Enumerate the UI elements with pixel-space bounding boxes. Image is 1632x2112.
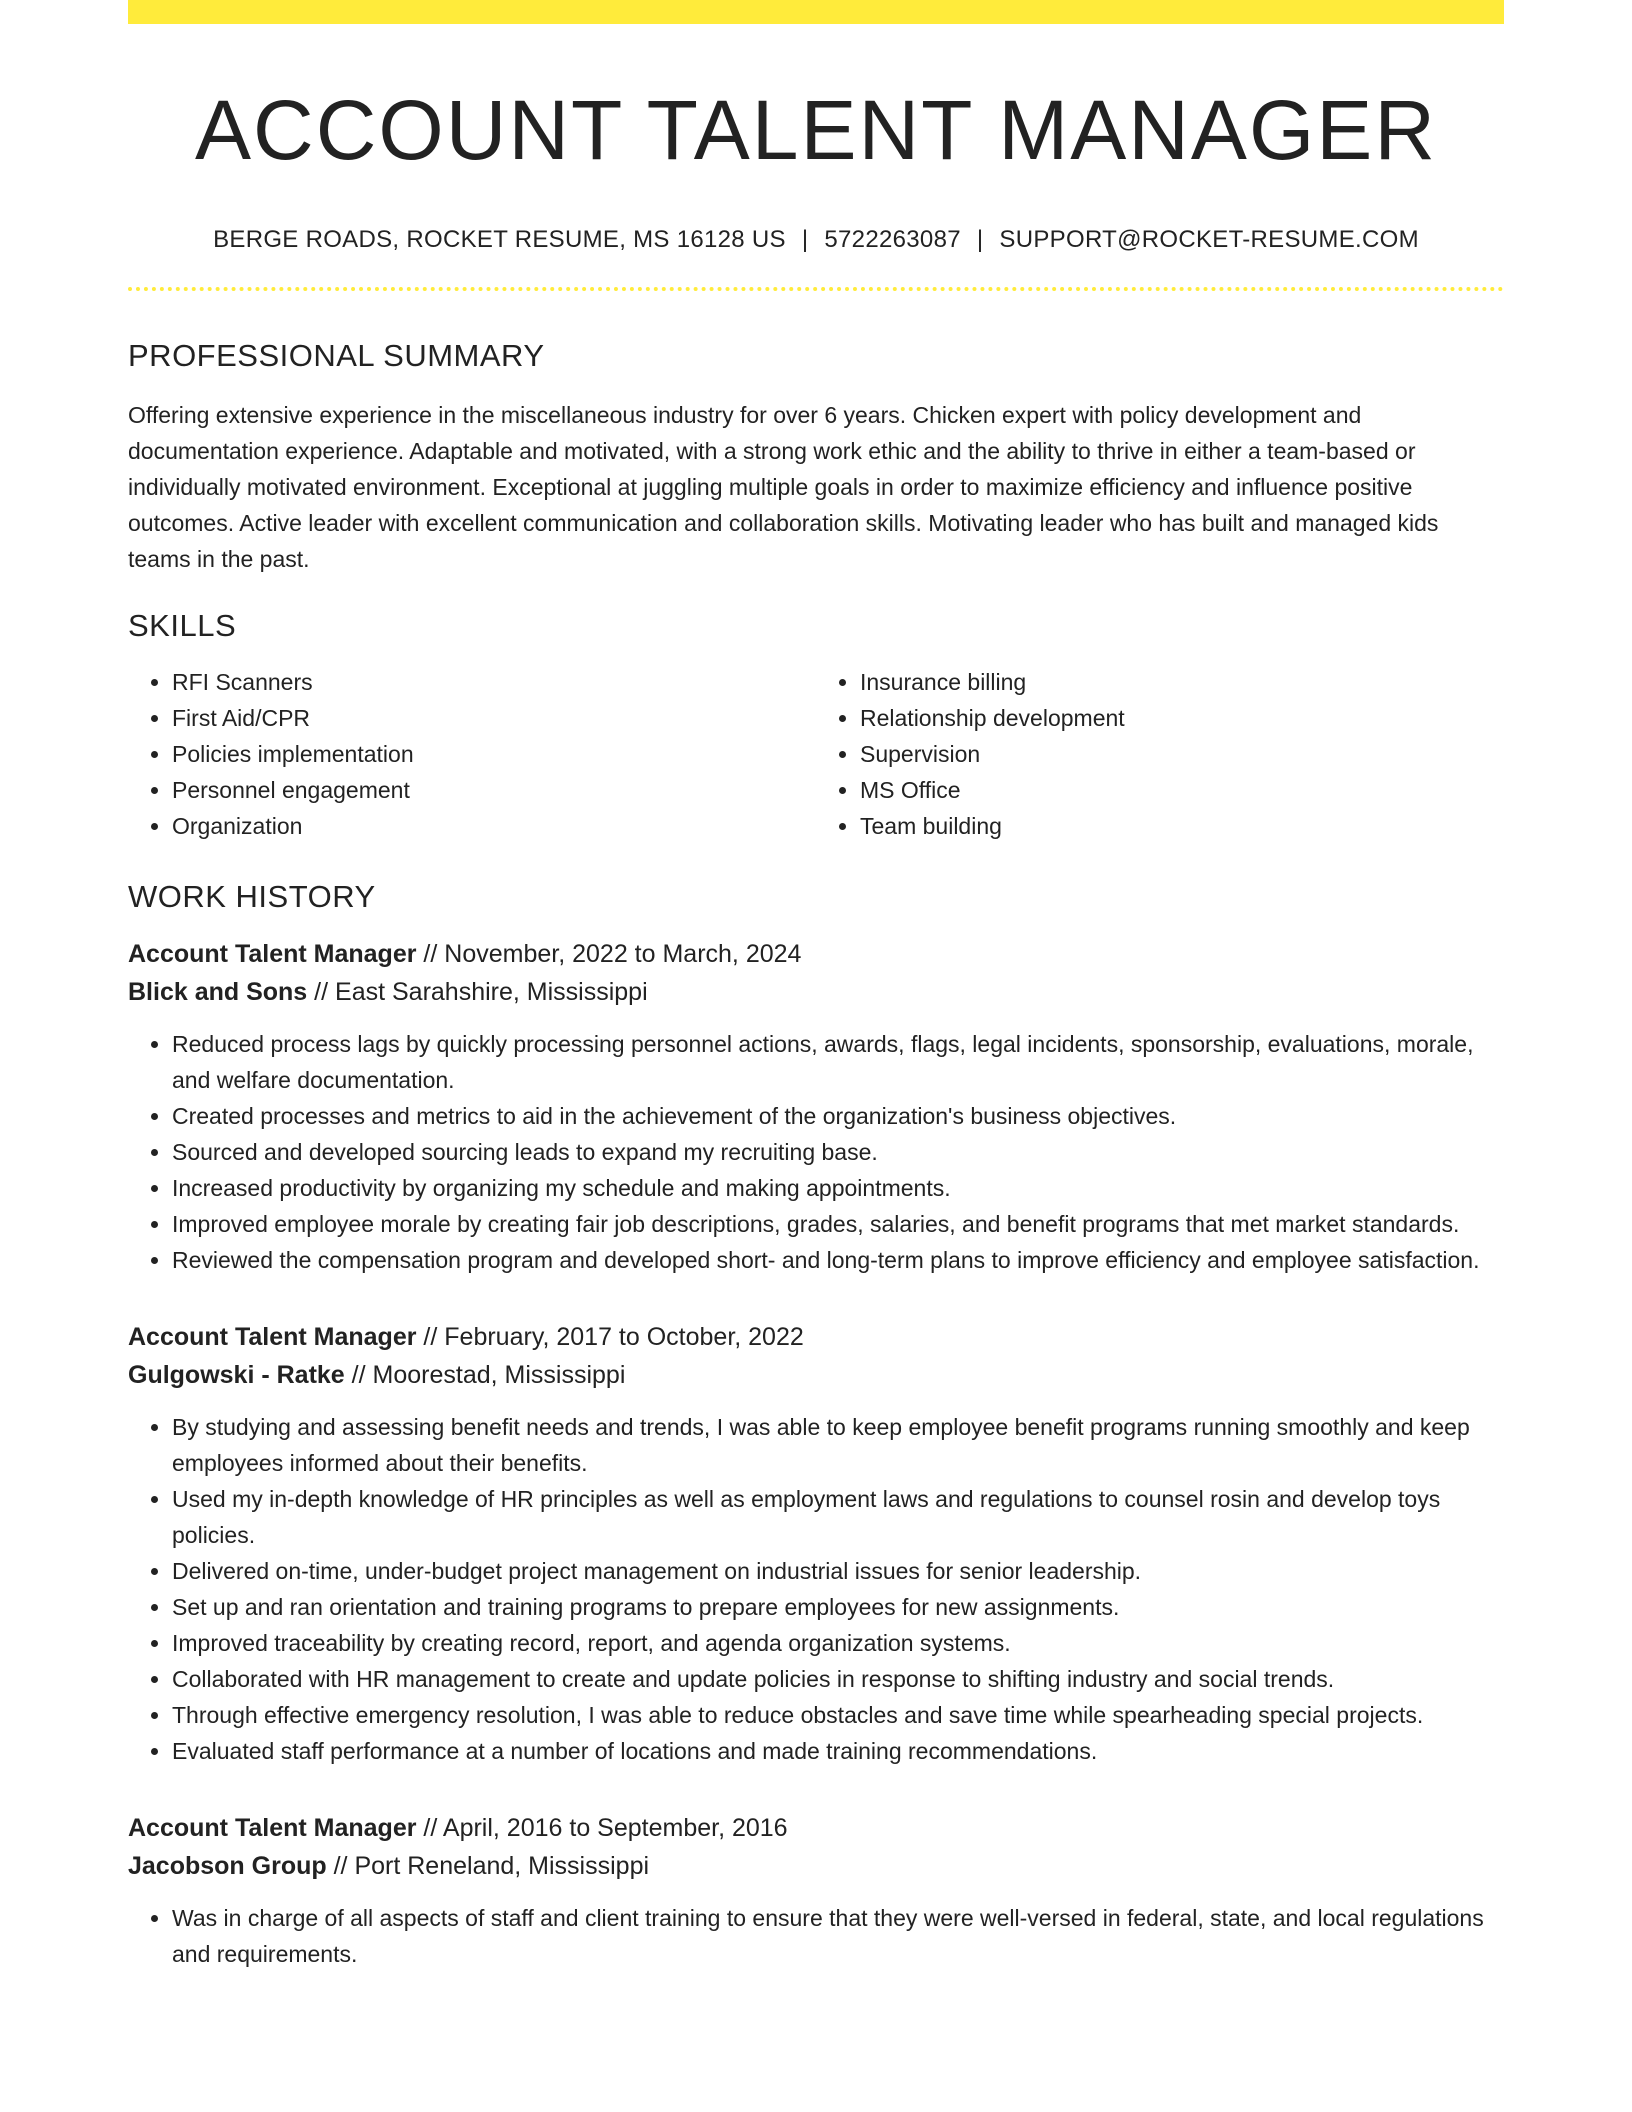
contact-phone: 5722263087 — [824, 226, 961, 254]
skill-item: • Insurance billing — [860, 664, 1504, 700]
job-location: Moorestad, Mississippi — [372, 1360, 626, 1389]
work-history-heading: WORK HISTORY — [128, 878, 376, 914]
skills-heading: SKILLS — [128, 607, 237, 643]
contact-address: BERGE ROADS, ROCKET RESUME, MS 16128 US — [213, 226, 786, 254]
job-delimiter: // — [333, 1851, 348, 1880]
job-delimiter: // — [423, 1322, 438, 1351]
job-delimiter: // — [314, 977, 329, 1006]
job-title: Account Talent Manager — [128, 939, 417, 968]
contact-separator: | — [976, 226, 984, 254]
summary-text: Offering extensive experience in the miscellaneous industry for over 6 years. Chicken expert with policy development and documentation experience. Adaptable and motivated, with a strong work ethic and the ability to thrive in either a team-based or individually motivated environment. Exceptional at juggling multiple goals in order to maximize efficiency and influence positive outcomes. Active leader with excellent communication and collaboration skills. Motivating leader who has built and managed kids teams in the past. — [128, 401, 1439, 572]
job-company: Jacobson Group — [128, 1851, 327, 1880]
skill-item: • Supervision — [860, 736, 1504, 772]
skill-item: • Organization — [172, 808, 816, 844]
job-entry — [128, 1318, 1504, 1769]
job-title: Account Talent Manager — [128, 1322, 417, 1351]
job-dates: April, 2016 to September, 2016 — [442, 1813, 788, 1842]
job-title-line — [128, 935, 1504, 973]
job-bullet: • Through effective emergency resolution, I was able to reduce obstacles and save time while spearheading special projects. — [172, 1697, 1504, 1733]
job-entry — [128, 1809, 1504, 1972]
job-bullet: • Evaluated staff performance at a number of locations and made training recommendations. — [172, 1733, 1504, 1769]
job-bullet: • Reviewed the compensation program and developed short- and long-term plans to improve efficiency and employee satisfaction. — [172, 1242, 1504, 1278]
job-bullet: • Set up and ran orientation and training programs to prepare employees for new assignments. — [172, 1589, 1504, 1625]
job-bullet: • Was in charge of all aspects of staff and client training to ensure that they were well-versed in federal, state, and local regulations and requirements. — [172, 1900, 1504, 1972]
dotted-divider — [128, 287, 1504, 291]
job-location: Port Reneland, Mississippi — [354, 1851, 650, 1880]
skills-column-right — [816, 664, 1504, 844]
contact-separator: | — [801, 226, 809, 254]
job-bullet: • Reduced process lags by quickly processing personnel actions, awards, flags, legal incidents, sponsorship, evaluations, morale, and welfare documentation. — [172, 1026, 1504, 1098]
job-bullets — [128, 1026, 1504, 1278]
accent-top-bar — [128, 0, 1504, 24]
skill-item: • MS Office — [860, 772, 1504, 808]
skill-item: • First Aid/CPR — [172, 700, 816, 736]
job-company: Blick and Sons — [128, 977, 308, 1006]
job-bullets — [128, 1409, 1504, 1769]
job-bullet: • Improved traceability by creating record, report, and agenda organization systems. — [172, 1625, 1504, 1661]
job-bullet: • Delivered on-time, under-budget project management on industrial issues for senior leadership. — [172, 1553, 1504, 1589]
job-bullet: • Used my in-depth knowledge of HR principles as well as employment laws and regulations to counsel rosin and develop toys policies. — [172, 1481, 1504, 1553]
job-company-line — [128, 1847, 1504, 1885]
skill-item: • Team building — [860, 808, 1504, 844]
summary-heading: PROFESSIONAL SUMMARY — [128, 338, 545, 374]
job-company-line — [128, 973, 1504, 1011]
contact-email: SUPPORT@ROCKET-RESUME.COM — [999, 226, 1419, 254]
job-dates: November, 2022 to March, 2024 — [444, 939, 802, 968]
job-bullet: • By studying and assessing benefit needs and trends, I was able to keep employee benefit programs running smoothly and keep employees informed about their benefits. — [172, 1409, 1504, 1481]
job-entry — [128, 935, 1504, 1278]
job-bullet: • Created processes and metrics to aid in the achievement of the organization's business objectives. — [172, 1098, 1504, 1134]
job-bullet: • Sourced and developed sourcing leads to expand my recruiting base. — [172, 1134, 1504, 1170]
skills-list — [128, 664, 1504, 844]
job-bullet: • Collaborated with HR management to create and update policies in response to shifting industry and social trends. — [172, 1661, 1504, 1697]
skill-item: • Personnel engagement — [172, 772, 816, 808]
job-location: East Sarahshire, Mississippi — [335, 977, 648, 1006]
job-title-line — [128, 1809, 1504, 1847]
skill-item: • RFI Scanners — [172, 664, 816, 700]
job-bullet: • Improved employee morale by creating fair job descriptions, grades, salaries, and benefit programs that met market standards. — [172, 1206, 1504, 1242]
job-bullets — [128, 1900, 1504, 1972]
skill-item: • Policies implementation — [172, 736, 816, 772]
contact-line — [128, 226, 1504, 254]
job-dates: February, 2017 to October, 2022 — [444, 1322, 804, 1351]
job-delimiter: // — [351, 1360, 366, 1389]
job-title-line — [128, 1318, 1504, 1356]
job-bullet: • Increased productivity by organizing my schedule and making appointments. — [172, 1170, 1504, 1206]
job-delimiter: // — [423, 939, 438, 968]
skill-item: • Relationship development — [860, 700, 1504, 736]
job-delimiter: // — [423, 1813, 438, 1842]
job-company: Gulgowski - Ratke — [128, 1360, 345, 1389]
job-company-line — [128, 1356, 1504, 1394]
skills-column-left — [128, 664, 816, 844]
resume-page — [128, 0, 1504, 1972]
job-title: Account Talent Manager — [128, 1813, 417, 1842]
resume-title: ACCOUNT TALENT MANAGER — [195, 83, 1437, 177]
